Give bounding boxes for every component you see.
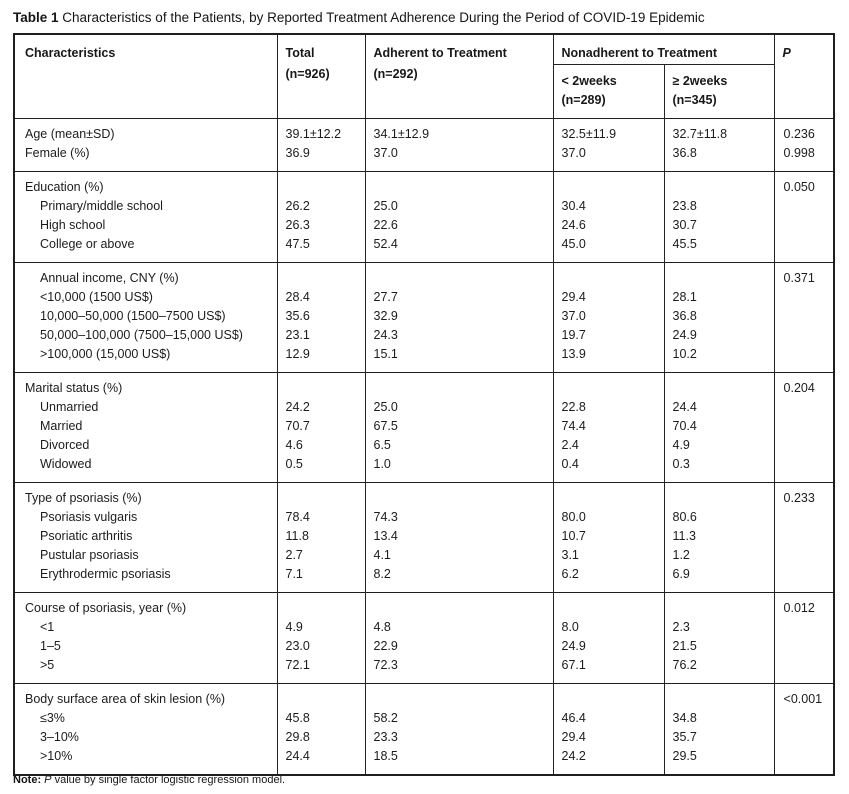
p-value-cell: 0.371	[774, 263, 834, 289]
table-row	[14, 656, 834, 684]
table-row	[14, 637, 834, 656]
table-title	[13, 9, 705, 26]
table-row	[14, 728, 834, 747]
value-cell: 78.4	[277, 508, 365, 527]
p-value-cell	[774, 565, 834, 593]
p-value-cell	[774, 508, 834, 527]
col-header-adherent-line2: (n=292)	[373, 67, 418, 81]
row-label: >5	[40, 658, 55, 672]
row-label: <10,000 (1500 US$)	[40, 290, 153, 304]
table-header	[14, 34, 834, 119]
p-value-cell	[774, 288, 834, 307]
value-cell: 67.5	[365, 417, 553, 436]
row-label: Primary/middle school	[40, 199, 163, 213]
p-value-cell: 0.012	[774, 593, 834, 619]
table-row	[14, 373, 834, 399]
value-cell	[553, 593, 664, 619]
value-cell: 22.8	[553, 398, 664, 417]
row-label: >100,000 (15,000 US$)	[40, 347, 171, 361]
row-label: Age (mean±SD)	[14, 119, 277, 145]
row-label: 10,000–50,000 (1500–7500 US$)	[40, 309, 226, 323]
value-cell: 32.9	[365, 307, 553, 326]
table-caption: Characteristics of the Patients, by Reported Treatment Adherence During the Period of COVID-19 Epidemic	[58, 10, 705, 25]
value-cell: 0.5	[277, 455, 365, 483]
value-cell: 24.9	[553, 637, 664, 656]
value-cell	[277, 684, 365, 710]
value-cell: 29.4	[553, 288, 664, 307]
table-row	[14, 527, 834, 546]
col-header-nonadherent: Nonadherent to Treatment	[553, 34, 774, 65]
table-row	[14, 593, 834, 619]
col-header-characteristics: Characteristics	[14, 34, 277, 119]
value-cell: 72.1	[277, 656, 365, 684]
col-header-adherent	[365, 34, 553, 119]
value-cell	[553, 684, 664, 710]
table-row	[14, 172, 834, 198]
value-cell: 30.4	[553, 197, 664, 216]
table-note	[13, 773, 285, 787]
value-cell: 4.9	[277, 618, 365, 637]
value-cell: 58.2	[365, 709, 553, 728]
value-cell: 36.8	[664, 144, 774, 172]
value-cell: 11.3	[664, 527, 774, 546]
value-cell: 11.8	[277, 527, 365, 546]
col-header-adherent-line1: Adherent to Treatment	[373, 46, 507, 60]
value-cell: 22.6	[365, 216, 553, 235]
value-cell	[365, 172, 553, 198]
value-cell: 7.1	[277, 565, 365, 593]
table-row	[14, 119, 834, 145]
value-cell	[664, 373, 774, 399]
table-row	[14, 709, 834, 728]
note-p-symbol: P	[41, 774, 52, 786]
value-cell: 70.4	[664, 417, 774, 436]
value-cell: 32.5±11.9	[553, 119, 664, 145]
header-row-1	[14, 34, 834, 65]
value-cell: 76.2	[664, 656, 774, 684]
p-value-cell	[774, 656, 834, 684]
row-label: Divorced	[40, 438, 90, 452]
value-cell	[277, 483, 365, 509]
value-cell: 37.0	[553, 144, 664, 172]
value-cell: 34.8	[664, 709, 774, 728]
value-cell: 72.3	[365, 656, 553, 684]
value-cell: 10.7	[553, 527, 664, 546]
value-cell: 46.4	[553, 709, 664, 728]
value-cell: 0.3	[664, 455, 774, 483]
value-cell: 25.0	[365, 398, 553, 417]
table-section	[14, 593, 834, 684]
value-cell: 13.9	[553, 345, 664, 373]
value-cell: 1.0	[365, 455, 553, 483]
value-cell	[664, 483, 774, 509]
table-section	[14, 172, 834, 263]
col-header-ge2weeks	[664, 65, 774, 119]
value-cell: 3.1	[553, 546, 664, 565]
value-cell: 37.0	[553, 307, 664, 326]
table-number: Table 1	[13, 10, 59, 25]
row-label: Course of psoriasis, year (%)	[14, 593, 277, 619]
value-cell: 4.6	[277, 436, 365, 455]
value-cell: 74.4	[553, 417, 664, 436]
value-cell: 26.3	[277, 216, 365, 235]
row-label: 50,000–100,000 (7500–15,000 US$)	[40, 328, 243, 342]
row-label: Psoriasis vulgaris	[40, 510, 138, 524]
table-section	[14, 483, 834, 593]
p-value-cell: 0.998	[774, 144, 834, 172]
value-cell: 26.2	[277, 197, 365, 216]
value-cell: 74.3	[365, 508, 553, 527]
value-cell: 6.2	[553, 565, 664, 593]
value-cell: 23.3	[365, 728, 553, 747]
row-label: >10%	[40, 749, 73, 763]
value-cell: 27.7	[365, 288, 553, 307]
value-cell: 24.4	[664, 398, 774, 417]
value-cell: 29.5	[664, 747, 774, 775]
row-label: College or above	[40, 237, 135, 251]
value-cell	[553, 263, 664, 289]
row-label: Type of psoriasis (%)	[14, 483, 277, 509]
row-label: Body surface area of skin lesion (%)	[14, 684, 277, 710]
value-cell: 35.7	[664, 728, 774, 747]
value-cell: 45.5	[664, 235, 774, 263]
row-label: Psoriatic arthritis	[40, 529, 133, 543]
value-cell: 4.9	[664, 436, 774, 455]
value-cell: 39.1±12.2	[277, 119, 365, 145]
table-row	[14, 398, 834, 417]
value-cell: 29.8	[277, 728, 365, 747]
value-cell: 10.2	[664, 345, 774, 373]
value-cell: 15.1	[365, 345, 553, 373]
value-cell	[664, 593, 774, 619]
value-cell: 32.7±11.8	[664, 119, 774, 145]
note-text: value by single factor logistic regression model.	[51, 774, 286, 786]
row-label: Education (%)	[14, 172, 277, 198]
p-value-cell: <0.001	[774, 684, 834, 710]
note-label: Note:	[13, 774, 42, 786]
p-value-cell: 0.050	[774, 172, 834, 198]
value-cell: 23.0	[277, 637, 365, 656]
value-cell	[277, 263, 365, 289]
value-cell: 25.0	[365, 197, 553, 216]
value-cell: 12.9	[277, 345, 365, 373]
value-cell: 34.1±12.9	[365, 119, 553, 145]
table-row	[14, 197, 834, 216]
row-label: 3–10%	[40, 730, 79, 744]
value-cell: 19.7	[553, 326, 664, 345]
value-cell: 45.8	[277, 709, 365, 728]
p-value-cell: 0.236	[774, 119, 834, 145]
table-row	[14, 307, 834, 326]
p-value-cell	[774, 436, 834, 455]
table-row	[14, 508, 834, 527]
row-label: Erythrodermic psoriasis	[40, 567, 171, 581]
p-value-cell	[774, 345, 834, 373]
table-row	[14, 618, 834, 637]
table-section	[14, 373, 834, 483]
value-cell	[664, 263, 774, 289]
value-cell: 24.2	[277, 398, 365, 417]
p-value-cell	[774, 417, 834, 436]
value-cell: 24.3	[365, 326, 553, 345]
value-cell: 24.2	[553, 747, 664, 775]
value-cell: 28.4	[277, 288, 365, 307]
value-cell: 80.6	[664, 508, 774, 527]
table-row	[14, 216, 834, 235]
value-cell: 1.2	[664, 546, 774, 565]
row-label: Female (%)	[25, 146, 90, 160]
col-header-ge2weeks-line1: ≥ 2weeks	[672, 74, 728, 88]
value-cell	[553, 172, 664, 198]
table-section	[14, 684, 834, 776]
p-value-cell	[774, 216, 834, 235]
col-header-lt2weeks	[553, 65, 664, 119]
value-cell: 23.8	[664, 197, 774, 216]
value-cell: 35.6	[277, 307, 365, 326]
value-cell: 8.2	[365, 565, 553, 593]
patient-characteristics-table	[13, 33, 835, 776]
table-row	[14, 436, 834, 455]
value-cell	[664, 172, 774, 198]
value-cell	[365, 263, 553, 289]
p-value-cell	[774, 747, 834, 775]
row-label: Married	[40, 419, 83, 433]
value-cell	[553, 483, 664, 509]
table-row	[14, 326, 834, 345]
col-header-lt2weeks-line2: (n=289)	[561, 93, 606, 107]
value-cell: 0.4	[553, 455, 664, 483]
row-label: 1–5	[40, 639, 61, 653]
col-header-lt2weeks-line1: < 2weeks	[561, 74, 617, 88]
value-cell: 80.0	[553, 508, 664, 527]
p-value-cell	[774, 326, 834, 345]
value-cell: 8.0	[553, 618, 664, 637]
value-cell	[365, 593, 553, 619]
value-cell: 30.7	[664, 216, 774, 235]
value-cell: 13.4	[365, 527, 553, 546]
table-row	[14, 455, 834, 483]
value-cell: 36.9	[277, 144, 365, 172]
row-label: Unmarried	[40, 400, 99, 414]
value-cell: 21.5	[664, 637, 774, 656]
p-value-cell	[774, 546, 834, 565]
table-row	[14, 235, 834, 263]
table-row	[14, 483, 834, 509]
p-value-cell	[774, 307, 834, 326]
value-cell	[277, 373, 365, 399]
p-value-cell	[774, 455, 834, 483]
table-row	[14, 144, 834, 172]
table-row	[14, 288, 834, 307]
col-header-total-line1: Total	[285, 46, 315, 60]
p-value-cell	[774, 709, 834, 728]
row-label: <1	[40, 620, 55, 634]
value-cell: 4.8	[365, 618, 553, 637]
value-cell: 4.1	[365, 546, 553, 565]
value-cell	[664, 684, 774, 710]
value-cell: 37.0	[365, 144, 553, 172]
table-row	[14, 417, 834, 436]
row-label: High school	[40, 218, 106, 232]
value-cell: 2.7	[277, 546, 365, 565]
row-label: Annual income, CNY (%)	[14, 263, 277, 289]
p-value-cell	[774, 728, 834, 747]
value-cell: 23.1	[277, 326, 365, 345]
p-value-cell: 0.204	[774, 373, 834, 399]
value-cell	[277, 172, 365, 198]
table-row	[14, 546, 834, 565]
table-row	[14, 747, 834, 775]
value-cell: 36.8	[664, 307, 774, 326]
value-cell: 52.4	[365, 235, 553, 263]
p-value-cell	[774, 637, 834, 656]
table-section	[14, 263, 834, 373]
value-cell: 67.1	[553, 656, 664, 684]
value-cell: 47.5	[277, 235, 365, 263]
p-value-cell	[774, 618, 834, 637]
table-row	[14, 684, 834, 710]
value-cell: 24.9	[664, 326, 774, 345]
value-cell: 2.4	[553, 436, 664, 455]
value-cell	[277, 593, 365, 619]
row-label: Marital status (%)	[14, 373, 277, 399]
value-cell: 24.4	[277, 747, 365, 775]
p-value-cell: 0.233	[774, 483, 834, 509]
value-cell: 45.0	[553, 235, 664, 263]
p-value-cell	[774, 197, 834, 216]
row-label: ≤3%	[40, 711, 65, 725]
value-cell	[553, 373, 664, 399]
value-cell: 70.7	[277, 417, 365, 436]
value-cell	[365, 483, 553, 509]
col-header-ge2weeks-line2: (n=345)	[672, 93, 717, 107]
value-cell: 6.5	[365, 436, 553, 455]
col-header-total	[277, 34, 365, 119]
p-value-cell	[774, 235, 834, 263]
table-section	[14, 119, 834, 172]
value-cell: 22.9	[365, 637, 553, 656]
table-row	[14, 345, 834, 373]
p-value-cell	[774, 398, 834, 417]
value-cell: 2.3	[664, 618, 774, 637]
table-row	[14, 565, 834, 593]
p-value-cell	[774, 527, 834, 546]
value-cell: 18.5	[365, 747, 553, 775]
row-label: Pustular psoriasis	[40, 548, 139, 562]
row-label: Widowed	[40, 457, 92, 471]
value-cell	[365, 684, 553, 710]
value-cell: 28.1	[664, 288, 774, 307]
table-row	[14, 263, 834, 289]
col-header-total-line2: (n=926)	[285, 67, 330, 81]
col-header-p: P	[774, 34, 834, 119]
value-cell: 29.4	[553, 728, 664, 747]
value-cell: 24.6	[553, 216, 664, 235]
value-cell	[365, 373, 553, 399]
value-cell: 6.9	[664, 565, 774, 593]
